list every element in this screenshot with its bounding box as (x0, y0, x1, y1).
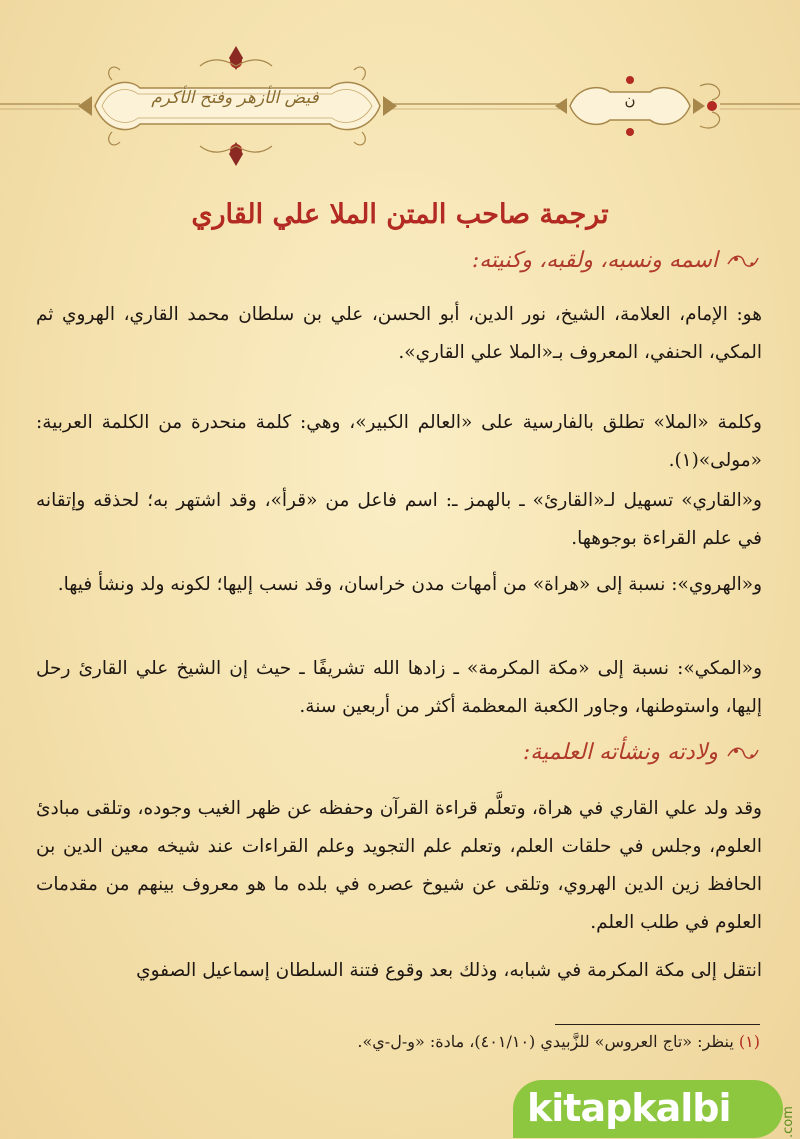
section-heading-birth-upbringing (523, 740, 760, 765)
section-heading-name-lineage (472, 248, 760, 273)
paragraph: انتقل إلى مكة المكرمة في شبابه، وذلك بعد وقوع فتنة السلطان إسماعيل الصفوي (136, 960, 762, 981)
header-ornament (0, 0, 800, 190)
paragraph: و«الهروي»: نسبة إلى «هراة» من أمهات مدن خراسان، وقد نسب إليها؛ لكونه ولد ونشأ فيها. (57, 574, 762, 595)
footnote-divider (555, 1024, 760, 1025)
section-heading-text: اسمه ونسبه، ولقبه، وكنيته: (471, 248, 718, 273)
footnote (40, 1032, 760, 1051)
paragraph: وقد ولد علي القاري في هراة، وتعلَّم قراءة القرآن وحفظه عن ظهر الغيب وجوده، وتلقى مبادئ العلوم، وجلس في حلقات العلم، وتعلم علم التجويد وعلم القراءات عند شيخه معين الدين بن الحافظ زين الدين الهروي، وتلقى عن شيوخ عصره في بلده ما هو معروف بينهم من مقدمات العلوم في طلب العلم. (36, 798, 762, 933)
footnote-number: (١) (738, 1032, 760, 1051)
page-number: ن (624, 91, 636, 109)
paragraph: و«المكي»: نسبة إلى «مكة المكرمة» ـ زادها الله تشريفًا ـ حيث إن الشيخ علي القارئ رحل إليها، واستوطنها، وجاور الكعبة المعظمة أكثر من أربعين سنة. (36, 658, 762, 717)
running-title: فيض الأزهر وفتح الأكرم (151, 88, 319, 108)
paragraph: و«القاري» تسهيل لـ«القارئ» ـ بالهمز ـ: اسم فاعل من «قرأ»، وقد اشتهر به؛ لحذقه وإتقانه في علم القراءة بوجوهها. (36, 490, 762, 549)
paragraph: وكلمة «الملا» تطلق بالفارسية على «العالم الكبير»، وهي: كلمة منحدرة من الكلمة العربية: «مولى»(١). (36, 412, 762, 471)
flourish-icon (726, 742, 760, 764)
watermark-suffix: .com (781, 1106, 796, 1138)
paragraph: هو: الإمام، العلامة، الشيخ، نور الدين، أبو الحسن، علي بن سلطان محمد القاري، الهروي ثم المكي، الحنفي، المعروف بـ«الملا علي القاري». (36, 304, 762, 363)
chapter-title: ترجمة صاحب المتن الملا علي القاري (191, 199, 609, 230)
watermark-text: kitapkalbi (527, 1086, 731, 1130)
section-heading-text: ولادته ونشأته العلمية: (522, 740, 718, 765)
footnote-text: ينظر: «تاج العروس» للزَّبيدي (٤٠١/١٠)، مادة: «و-ل-ي». (357, 1032, 734, 1051)
watermark-logo (513, 1072, 800, 1139)
flourish-icon (726, 250, 760, 272)
page-header (0, 0, 800, 190)
